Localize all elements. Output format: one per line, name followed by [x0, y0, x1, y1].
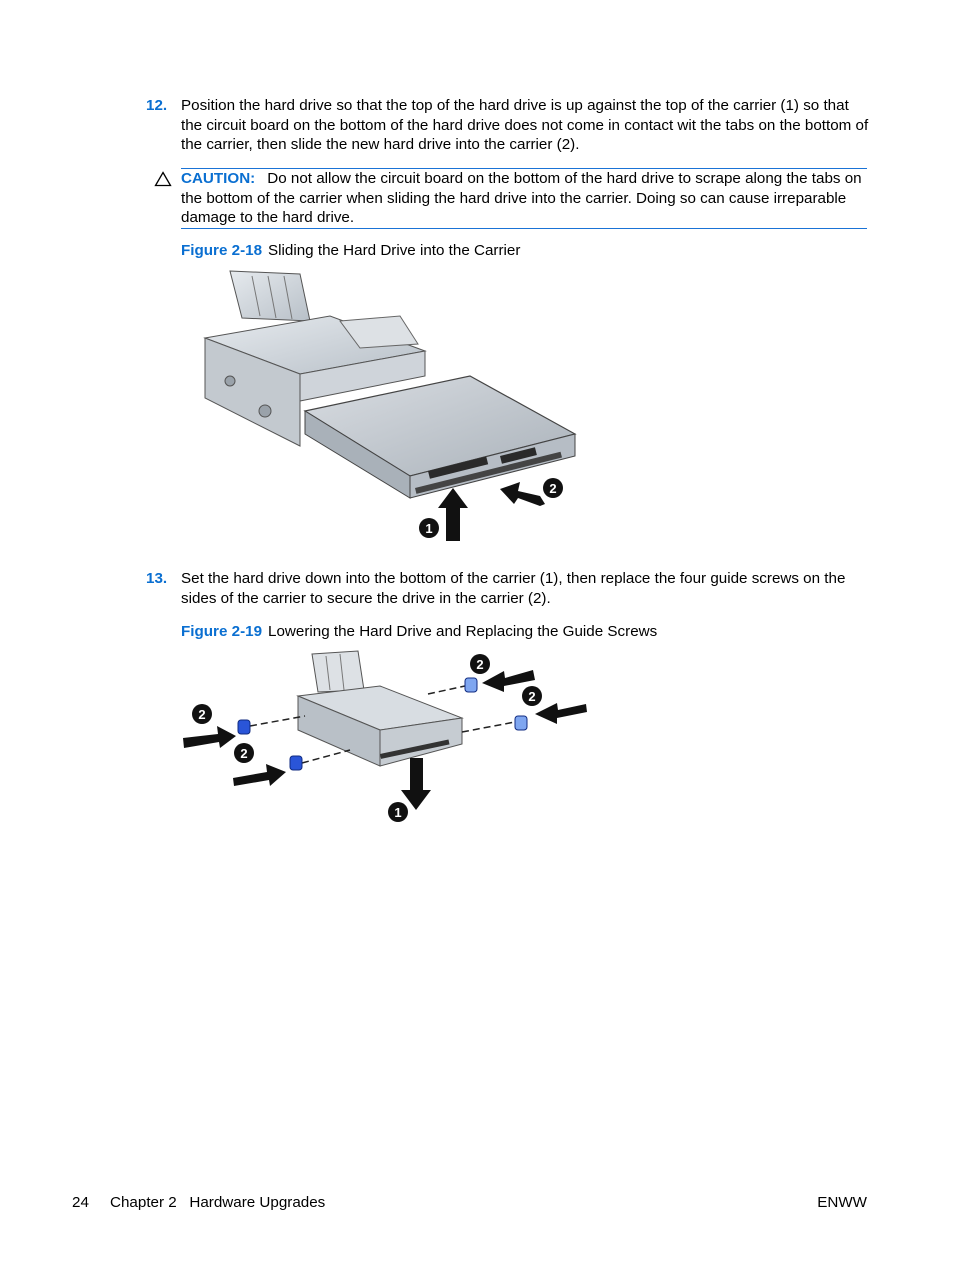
figure-2-19-illustration — [180, 648, 590, 828]
figure-caption-2-19 — [181, 622, 657, 642]
caution-text: Do not allow the circuit board on the bottom of the hard drive to scrape along the tabs on the bottom of the carrier when sliding the hard drive into the carrier. Doing so can cause irreparable damage to the hard drive. — [181, 170, 862, 226]
figure-caption-2-18 — [181, 241, 520, 261]
chapter-title: Chapter 2 Hardware Upgrades — [110, 1194, 326, 1211]
callout-1: 1 — [394, 805, 402, 820]
callout-2: 2 — [240, 746, 248, 761]
caution-triangle-icon — [154, 171, 172, 187]
figure-label: Figure 2-19 — [181, 623, 263, 640]
arrow-2 — [500, 478, 563, 506]
callout-2: 2 — [476, 657, 484, 672]
guide-screw — [290, 756, 302, 770]
guide-screw — [238, 720, 250, 734]
arrow-1 — [388, 758, 431, 822]
drive-carrier — [298, 651, 462, 766]
page-number: 24 — [72, 1194, 89, 1211]
callout-2: 2 — [528, 689, 536, 704]
callout-2: 2 — [198, 707, 206, 722]
guide-screw — [465, 678, 477, 692]
caution-text-block — [181, 169, 867, 228]
caution-box — [181, 168, 867, 229]
footer-right: ENWW — [817, 1194, 867, 1211]
callout-1: 1 — [425, 521, 433, 536]
step-text: Set the hard drive down into the bottom of the carrier (1), then replace the four guide screws on the sides of the carrier to secure the drive in the carrier (2). — [181, 570, 846, 607]
figure-title: Lowering the Hard Drive and Replacing the Guide Screws — [268, 623, 658, 640]
footer-left — [72, 1193, 325, 1213]
page-footer — [72, 1193, 867, 1213]
step-number: 12. — [146, 97, 168, 114]
hard-drive — [305, 376, 575, 498]
step-text: Position the hard drive so that the top of the hard drive is up against the top of the carrier (1) so that the circuit board on the bottom of the hard drive does not come in contact wit the tabs on the bottom of the carrier, then slide the new hard drive into the carrier (2). — [181, 97, 869, 153]
figure-2-18-illustration — [200, 266, 585, 546]
figure-title: Sliding the Hard Drive into the Carrier — [268, 242, 521, 259]
figure-label: Figure 2-18 — [181, 242, 263, 259]
callout-2: 2 — [549, 481, 557, 496]
caution-label: CAUTION: — [181, 170, 256, 187]
arrow-1 — [419, 488, 468, 541]
guide-screw — [515, 716, 527, 730]
step-number: 13. — [146, 570, 168, 587]
